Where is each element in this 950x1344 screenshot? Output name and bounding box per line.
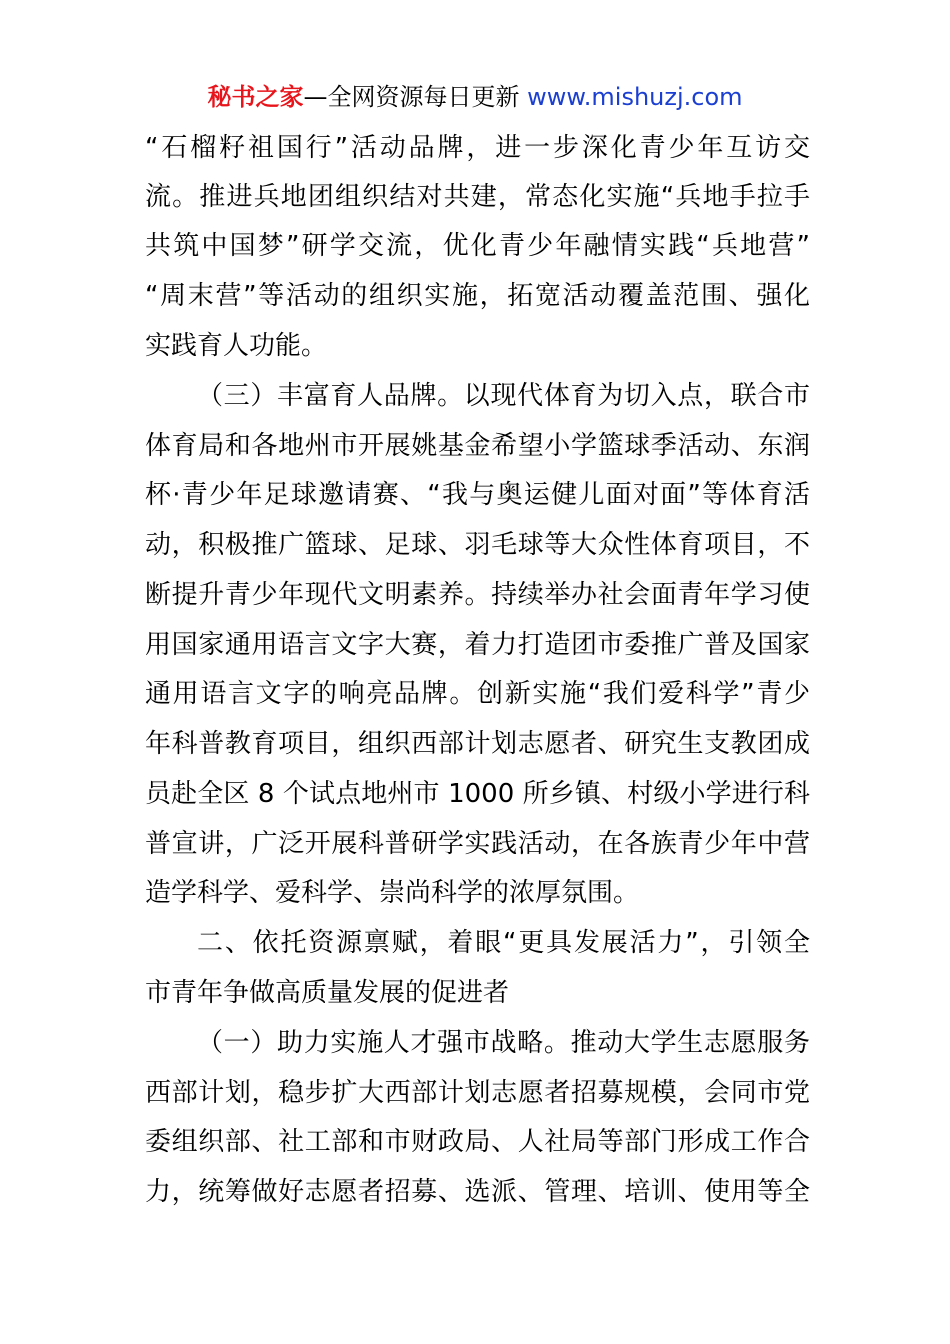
text-line: 共筑中国梦”研学交流，优化青少年融情实践“兵地营” — [145, 231, 810, 261]
text-line: 实践育人功能。 — [145, 331, 328, 361]
text-line: “周末营”等活动的组织实施，拓宽活动覆盖范围、强化 — [145, 281, 810, 311]
site-url[interactable]: www.mishuzj.com — [527, 83, 743, 111]
site-tagline: —全网资源每日更新 — [303, 83, 520, 111]
text-line: 通用语言文字的响亮品牌。创新实施“我们爱科学”青少 — [145, 679, 810, 709]
text-line: 西部计划，稳步扩大西部计划志愿者招募规模，会同市党 — [145, 1078, 810, 1108]
text-line: 力，统筹做好志愿者招募、选派、管理、培训、使用等全 — [145, 1177, 810, 1207]
text-line: 体育局和各地州市开展姚基金希望小学篮球季活动、东润 — [145, 431, 810, 461]
text-line: 杯·青少年足球邀请赛、“我与奥运健儿面对面”等体育活 — [145, 480, 810, 510]
text-line: 委组织部、社工部和市财政局、人社局等部门形成工作合 — [145, 1127, 810, 1157]
text-line: 员赴全区 8 个试点地州市 1000 所乡镇、村级小学进行科 — [145, 779, 810, 809]
text-line: （一）助力实施人才强市战略。推动大学生志愿服务 — [197, 1028, 810, 1058]
text-line: 年科普教育项目，组织西部计划志愿者、研究生支教团成 — [145, 729, 810, 759]
text-line: 造学科学、爱科学、崇尚科学的浓厚氛围。 — [145, 878, 640, 908]
site-name: 秘书之家 — [207, 83, 304, 111]
text-line: 流。推进兵地团组织结对共建，常态化实施“兵地手拉手 — [145, 182, 810, 212]
text-line: 断提升青少年现代文明素养。持续举办社会面青年学习使 — [145, 580, 810, 610]
section-heading: 市青年争做高质量发展的促进者 — [145, 978, 510, 1008]
section-heading: 二、依托资源禀赋，着眼“更具发展活力”，引领全 — [197, 928, 810, 958]
text-line: 动，积极推广篮球、足球、羽毛球等大众性体育项目，不 — [145, 530, 810, 560]
text-line: “石榴籽祖国行”活动品牌，进一步深化青少年互访交 — [145, 133, 810, 163]
text-line: （三）丰富育人品牌。以现代体育为切入点，联合市 — [197, 381, 810, 411]
text-line: 普宣讲，广泛开展科普研学实践活动，在各族青少年中营 — [145, 829, 810, 859]
page-header — [0, 80, 950, 114]
text-line: 用国家通用语言文字大赛，着力打造团市委推广普及国家 — [145, 630, 810, 660]
